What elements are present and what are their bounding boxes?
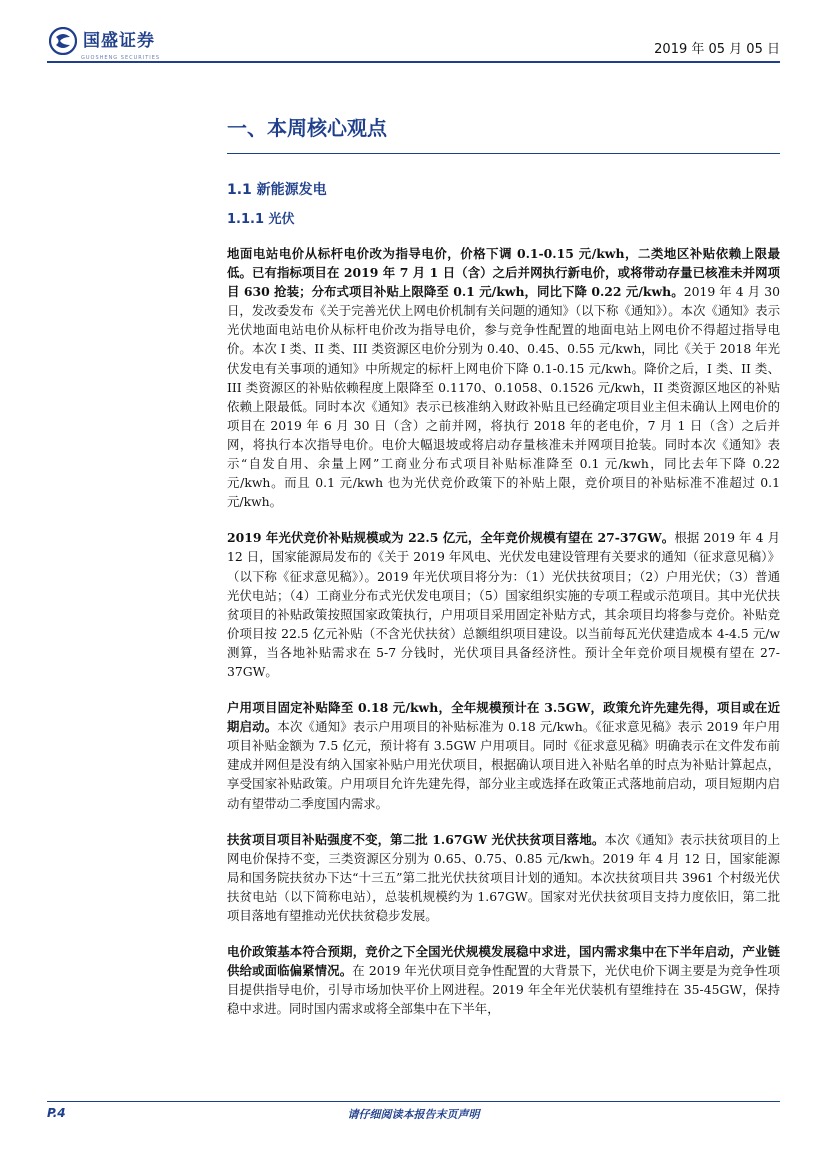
paragraph-lead: 2019 年光伏竞价补贴规模或为 22.5 亿元，全年竞价规模有望在 27-37GW。 [227,530,675,546]
page-footer [47,1101,780,1121]
paragraph-body: 本次《通知》表示户用项目的补贴标准为 0.18 元/kwh。《征求意见稿》表示 2019 年户用项目补贴金额为 7.5 亿元，预计将有 3.5GW 户用项目。同时《征求意见稿》明确表示在文件发布前建成并网但是没有纳入国家补贴户用光伏项目，根据确认项目进入补贴名单的时点为补贴计算起点，享受国家补贴政策。户用项目允许先建先得，部分业主或选择在政策正式落地前启动，项目短期内启动有望带动二季度国内需求。 [227,719,781,811]
paragraph-lead: 电价政策基本符合预期，竞价之下全国光伏规模发展稳中求进，国内需求集中在下半年启动，产业链供给或面临偏紧情况。 [227,944,780,979]
paragraph-body: 2019 年 4 月 30 日，发改委发布《关于完善光伏上网电价机制有关问题的通知》（以下称《通知》）。本次《通知》表示光伏地面电站电价从标杆电价改为指导电价，参与竞争性配置的地面电站上网电价不得超过指导电价。本次 I 类、II 类、III 类资源区电价分别为 0.40、0.45、0.55 元/kwh，同比《关于 2018 年光伏发电有关事项的通知》中所规定的标杆上网电价下降 0.1-0.15 元/kwh。降价之后，I 类、II 类、III 类资源区的补贴依赖程度上限降至 0.1170、0.1058、0.1526 元/kwh，II 类资源区地区的补贴依赖上限最低。同时本次《通知》表示已核准纳入财政补贴且已经确定项目业主但未确认上网电价的项目在 2019 年 6 月 30 日（含）之前并网，将执行 2018 年的老电价，7 月 1 日（含）之后并网，将执行本次指导电价。电价大幅退坡或将启动存量核准未并网项目抢装。同时本次《通知》表示“自发自用、余量上网”工商业分布式项目补贴标准降至 0.1 元/kwh，同比去年下降 0.22 元/kwh。而且 0.1 元/kwh 也为光伏竞价政策下的补贴上限，竞价项目的补贴标准不准超过 0.1 元/kwh。 [227,284,780,510]
paragraph-body: 本次《通知》表示扶贫项目的上网电价保持不变，三类资源区分别为 0.65、0.75、0.85 元/kwh。2019 年 4 月 12 日，国家能源局和国务院扶贫办下达“十三五”第二批光伏扶贫项目计划的通知。本次扶贫项目共 3961 个村级光伏扶贫电站（以下简称电站），总装机规模约为 1.67GW。国家对光伏扶贫项目支持力度依旧，第二批项目落地有望推动光伏扶贫稳步发展。 [227,831,781,923]
paragraph-body: 根据 2019 年 4 月 12 日，国家能源局发布的《关于 2019 年风电、光伏发电建设管理有关要求的通知（征求意见稿）》（以下称《征求意见稿》）。2019 年光伏项目将分为：（1）光伏扶贫项目；（2）户用光伏；（3）普通光伏电站；（4）工商业分布式光伏发电项目；（5）国家组织实施的专项工程或示范项目。其中光伏扶贫项目的补贴政策按照国家政策执行，户用项目采用固定补贴方式，其余项目均将参与竞价。补贴竞价项目按 22.5 亿元补贴（不含光伏扶贫）总额组织项目建设。以当前每瓦光伏建造成本 4-4.5 元/w 测算，当各地补贴需求在 5-7 分钱时，光伏项目具备经济性。预计全年竞价项目规模有望在 27-37GW。 [227,530,781,679]
section-title: 一、本周核心观点 [227,116,387,140]
paragraph [227,244,780,511]
paragraph [227,830,780,925]
paragraph [227,698,780,813]
paragraph-lead: 户用项目固定补贴降至 0.18 元/kwh，全年规模预计在 3.5GW，政策允许先建先得，项目或在近期启动。 [227,700,780,735]
sub-subsection-heading: 1.1.1 光伏 [227,212,295,227]
guosheng-logo-icon [49,27,77,55]
subsection-heading: 1.1 新能源发电 [227,182,327,198]
page-number: P.4 [47,1106,66,1120]
brand-subtitle: GUOSHENG SECURITIES [81,55,161,61]
section-divider [227,153,780,154]
brand-logo [49,27,155,55]
brand-name: 国盛证券 [83,31,155,51]
footer-disclaimer: 请仔细阅读本报告末页声明 [347,1108,480,1121]
footer-divider [47,1101,780,1102]
paragraph-body: 在 2019 年光伏项目竞争性配置的大背景下，光伏电价下调主要是为竞争性项目提供指导电价，引导市场加快平价上网进程。2019 年全年光伏装机有望维持在 35-45GW，保持稳中求进。同时国内需求或将全部集中在下半年， [227,963,780,1017]
header-divider [47,61,780,63]
paragraph-lead: 扶贫项目项目补贴强度不变，第二批 1.67GW 光伏扶贫项目落地。 [227,831,605,847]
report-date: 2019 年 05 月 05 日 [654,42,780,57]
paragraph [227,528,780,681]
paragraph-lead: 地面电站电价从标杆电价改为指导电价，价格下调 0.1-0.15 元/kwh，二类地区补贴依赖上限最低。已有指标项目在 2019 年 7 月 1 日（含）之后并网执行新电价，或将带动存量已核准未并网项目 630 抢装；分布式项目补贴上限降至 0.1 元/kwh，同比下降 0.22 元/kwh。 [227,246,780,300]
page-header [0,0,827,70]
report-body [227,244,780,1018]
paragraph [227,942,780,1018]
